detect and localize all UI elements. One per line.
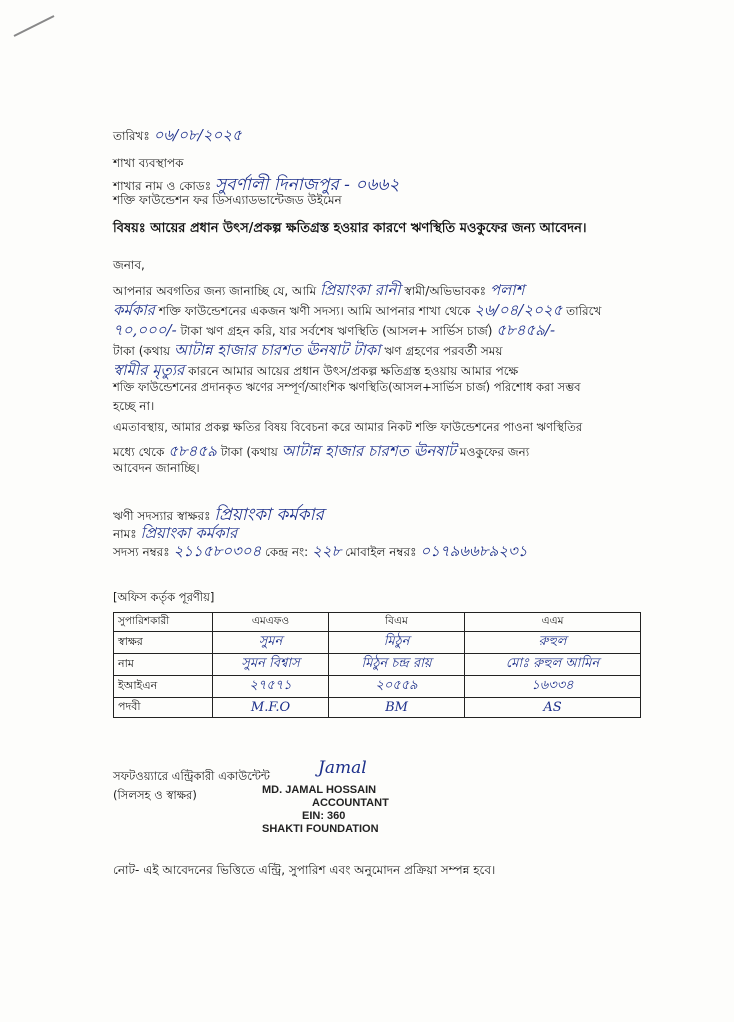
bm-name: মিঠুন চন্দ্র রায় — [329, 654, 465, 676]
center-label: কেন্দ্র নং: — [265, 545, 309, 559]
header-bm: বিএম — [329, 613, 465, 632]
date-value: ০৬/০৮/২০২৫ — [153, 126, 242, 144]
row-label: পদবী — [114, 698, 213, 718]
accountant-stamp — [262, 784, 412, 836]
damage-reason: স্বামীর মৃত্যুর — [113, 361, 185, 379]
para1-text1: আপনার অবগতির জন্য জানাচ্ছি যে, আমি — [113, 284, 317, 298]
mfo-ein: ২৭৫৭১ — [213, 676, 329, 698]
bm-ein: ২০৫৫৯ — [329, 676, 465, 698]
loan-date: ২৬/০৪/২০২৫ — [474, 301, 563, 319]
stamp-name: MD. JAMAL HOSSAIN — [262, 784, 377, 796]
office-table-header — [114, 613, 641, 632]
mfo-designation: M.F.O — [213, 698, 329, 718]
row-label: স্বাক্ষর — [114, 632, 213, 654]
balance-in-words: আটান্ন হাজার চারশত ঊনষাট টাকা — [173, 341, 381, 359]
para1-text7: ঋণ গ্রহণের পরবর্তী সময় — [384, 344, 503, 358]
header-mfo: এমএফও — [213, 613, 329, 632]
stamp-ein: EIN: 360 — [302, 810, 346, 822]
member-signature: প্রিয়াংকা কর্মকার — [214, 505, 324, 525]
loan-amount: ৭০,০০০/- — [113, 321, 177, 339]
am-name: মোঃ রুহুল আমিন — [465, 654, 641, 676]
mobile-label: মোবাইল নম্বরঃ — [345, 545, 417, 559]
am-signature: রুহুল — [465, 632, 641, 654]
header-am: এএম — [465, 613, 641, 632]
header-recommender: সুপারিশকারী — [114, 613, 213, 632]
branch-label: শাখার নাম ও কোডঃ — [113, 179, 212, 193]
salutation: জনাব, — [113, 258, 145, 272]
member-number-line — [113, 540, 528, 565]
accountant-signature: Jamal — [318, 758, 367, 778]
am-designation: AS — [465, 698, 641, 718]
mfo-signature: সুমন — [213, 632, 329, 654]
applicant-name: প্রিয়াংকা রানী — [319, 281, 401, 299]
para1-text6: টাকা (কথায় — [113, 344, 171, 358]
mfo-name: সুমন বিশ্বাস — [213, 654, 329, 676]
para1-text8: কারনে আমার আয়ের প্রধান উৎস/প্রকল্প ক্ষতিগ্রস্ত হওয়ায় আমার পক্ষে — [188, 364, 519, 378]
bm-signature: মিঠুন — [329, 632, 465, 654]
waiver-in-words: আটান্ন হাজার চারশত ঊনষাট — [281, 442, 457, 460]
office-section-title: [অফিস কর্তৃক পূরণীয়] — [113, 590, 215, 604]
stamp-title: ACCOUNTANT — [312, 797, 389, 809]
org-name: শক্তি ফাউন্ডেশন ফর ডিসএ্যাডভান্টেজড উইমেন — [113, 193, 342, 207]
table-row — [114, 632, 641, 654]
para2-line1: এমতাবস্থায়, আমার প্রকল্প ক্ষতির বিষয় বিবেচনা করে আমার নিকট শক্তি ফাউন্ডেশনের পাওনা ঋণস্থিতির — [113, 420, 583, 434]
para1-line6: শক্তি ফাউন্ডেশনের প্রদানকৃত ঋণের সম্পূর্ণ/আংশিক ঋণস্থিতি(আসল+সার্ভিস চার্জ) পরিশোধ করা সম্ভব — [113, 380, 581, 394]
member-name-label: নামঃ — [113, 527, 137, 541]
para1-text4: তারিখে — [566, 304, 602, 318]
para2-line3: আবেদন জানাচ্ছি। — [113, 461, 200, 475]
para1-text5: টাকা ঋণ গ্রহন করি, যার সর্বশেষ ঋণস্থিতি (আসল+ সার্ভিস চার্জ) — [180, 324, 493, 338]
accountant-seal-label: (সিলসহ ও স্বাক্ষর) — [113, 788, 197, 802]
addressee-line1: শাখা ব্যবস্থাপক — [113, 156, 184, 170]
member-name: প্রিয়াংকা কর্মকার — [140, 524, 238, 542]
am-ein: ১৬৩৩৪ — [465, 676, 641, 698]
table-row — [114, 676, 641, 698]
guardian-name: পলাশ — [489, 281, 525, 299]
para1-text2: স্বামী/অভিভাবকঃ — [404, 284, 486, 298]
para2-text2: মধ্যে থেকে — [113, 445, 165, 459]
table-row — [114, 698, 641, 718]
office-table — [113, 612, 641, 718]
footer-note: নোট- এই আবেদনের ভিত্তিতে এন্ট্রি, সুপারিশ এবং অনুমোদন প্রক্রিয়া সম্পন্ন হবে। — [113, 863, 496, 877]
guardian-name2: কর্মকার — [113, 301, 155, 319]
loan-balance: ৫৮৪৫৯/- — [496, 321, 556, 339]
para2-text3: টাকা (কথায় — [220, 445, 278, 459]
para1-line7: হচ্ছে না। — [113, 399, 155, 413]
row-label: নাম — [114, 654, 213, 676]
subject-line: বিষয়ঃ আয়ের প্রধান উৎস/প্রকল্প ক্ষতিগ্রস্ত হওয়ার কারণে ঋণস্থিতি মওকুফের জন্য আবেদন। — [113, 221, 587, 236]
bm-designation: BM — [329, 698, 465, 718]
pencil-scratch-icon — [10, 10, 60, 40]
waiver-amount: ৫৮৪৫৯ — [168, 442, 217, 460]
member-number: ২১১৫৮০৩০৪ — [173, 542, 262, 560]
center-number: ২২৮ — [312, 542, 342, 560]
member-signature-label: ঋণী সদস্যার স্বাক্ষরঃ — [113, 509, 211, 523]
row-label: ইআইএন — [114, 676, 213, 698]
accountant-label: সফটওয়্যারে এন্ট্রিকারী একাউন্টেন্ট — [113, 769, 270, 783]
table-row — [114, 654, 641, 676]
date-line — [113, 124, 242, 149]
mobile-number: ০১৭৯৬৬৮৯২৩১ — [420, 542, 528, 560]
para1-text3: শক্তি ফাউন্ডেশনের একজন ঋণী সদস্য। আমি আপনার শাখা থেকে — [158, 304, 471, 318]
member-number-label: সদস্য নম্বরঃ — [113, 545, 170, 559]
branch-value: সুবর্ণালী দিনাজপুর - ০৬৬২ — [214, 175, 400, 195]
date-label: তারিখঃ — [113, 129, 150, 143]
para2-text4: মওকুফের জন্য — [459, 445, 530, 459]
stamp-org: SHAKTI FOUNDATION — [262, 823, 379, 835]
